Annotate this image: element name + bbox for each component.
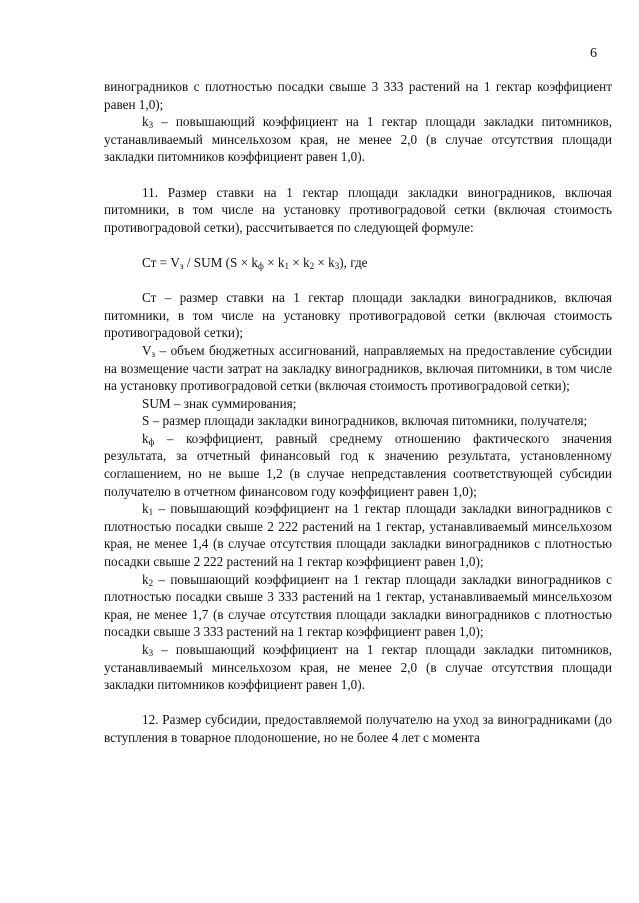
paragraph-k3-definition bbox=[104, 113, 612, 166]
formula-part: ), где bbox=[339, 254, 368, 270]
paragraph-continuation: виноградников с плотностью посадки свыше 3 333 растений на 1 гектар коэффициент равен 1,0); bbox=[104, 79, 612, 112]
paragraph-sum-definition: SUM – знак суммирования; bbox=[142, 395, 297, 411]
formula-part: Ст = V bbox=[142, 254, 180, 270]
page-number: 6 bbox=[590, 46, 597, 61]
formula-part: × k bbox=[314, 254, 335, 270]
var-subscript: 2 bbox=[148, 577, 154, 588]
var-subscript: 3 bbox=[148, 120, 154, 131]
var-subscript: 3 bbox=[148, 648, 154, 658]
formula-part: / SUM (S × k bbox=[183, 254, 259, 270]
definition-text: – коэффициент, равный среднему отношению фактического значения результата, за отчетный финансовый год к значению результата, установленному соглашением, но не выше 1,2 (в случае непредставления соответствующей субсидии получателю в отчетном финансовом году коэффициент равен 1,0); bbox=[104, 430, 612, 499]
formula-sub: 2 bbox=[309, 260, 315, 271]
var-symbol: k bbox=[142, 571, 149, 587]
var-subscript: 1 bbox=[148, 507, 154, 518]
formula-part: × k bbox=[288, 254, 310, 270]
paragraph-k1-definition bbox=[104, 500, 612, 570]
paragraph-vz-definition bbox=[104, 342, 612, 395]
definition-text: – повышающий коэффициент на 1 гектар площади закладки питомников, устанавливаемый минсельхозом края, не менее 2,0 (в случае отсутствия площади закладки питомников коэффициент равен 1,0). bbox=[104, 114, 612, 165]
paragraph-kf-definition bbox=[104, 430, 612, 500]
paragraph-k3-definition-2 bbox=[104, 641, 612, 694]
definition-text: – повышающий коэффициент на 1 гектар площади закладки виноградников с плотностью посадки свыше 3 333 растений на 1 гектар, устанавливаемый минсельхозом края, не менее 1,7 (в случае отсутствия площади закладки виноградников с плотностью посадки свыше 3 333 растений на 1 гектар коэффициент равен 1,0); bbox=[104, 571, 612, 640]
formula bbox=[104, 254, 612, 272]
var-symbol: k bbox=[142, 501, 149, 517]
formula-sub: 3 bbox=[334, 260, 340, 271]
formula-part: × k bbox=[263, 254, 285, 270]
definition-text: – повышающий коэффициент на 1 гектар площади закладки питомников, устанавливаемый минсельхозом края, не менее 2,0 (в случае отсутствия площади закладки питомников коэффициент равен 1,0). bbox=[104, 642, 612, 693]
paragraph-k2-definition bbox=[104, 571, 612, 641]
formula-sub: з bbox=[179, 260, 184, 271]
var-symbol: V bbox=[142, 342, 152, 358]
var-subscript: ф bbox=[148, 436, 155, 447]
definition-text: – объем бюджетных ассигнований, направляемых на предоставление субсидии на возмещение части затрат на закладку виноградников, включая питомники, в том числе на установку противоградовой сетки (включая стоимость противоградовой сетки); bbox=[104, 342, 612, 394]
var-symbol: k bbox=[142, 114, 149, 130]
var-symbol: k bbox=[142, 430, 149, 446]
paragraph-s-definition: S – размер площади закладки виноградников, включая питомники, получателя; bbox=[142, 413, 588, 429]
paragraph-st-definition: Ст – размер ставки на 1 гектар площади закладки виноградников, включая питомники, в том числе на установку противоградовой сетки (включая стоимость противоградовой сетки); bbox=[104, 290, 612, 341]
formula-sub: 1 bbox=[284, 260, 289, 271]
var-subscript: з bbox=[151, 348, 156, 359]
paragraph-item-11: 11. Размер ставки на 1 гектар площади закладки виноградников, включая питомники, в том числе на установку противоградовой сетки (включая стоимость противоградовой сетки), рассчитывается по следующей формуле: bbox=[104, 184, 612, 235]
var-symbol: k bbox=[142, 642, 149, 657]
document-body bbox=[104, 78, 612, 747]
formula-sub: ф bbox=[258, 260, 264, 271]
paragraph-item-12: 12. Размер субсидии, предоставляемой получателю на уход за виноградниками (до вступления в товарное плодоношение, но не более 4 лет с момента bbox=[104, 712, 612, 745]
definition-text: – повышающий коэффициент на 1 гектар площади закладки виноградников с плотностью посадки свыше 2 222 растений на 1 гектар, устанавливаемый минсельхозом края, не менее 1,4 (в случае отсутствия площади закладки виноградников с плотностью посадки свыше 2 222 растений на 1 гектар коэффициент равен 1,0); bbox=[104, 501, 612, 570]
